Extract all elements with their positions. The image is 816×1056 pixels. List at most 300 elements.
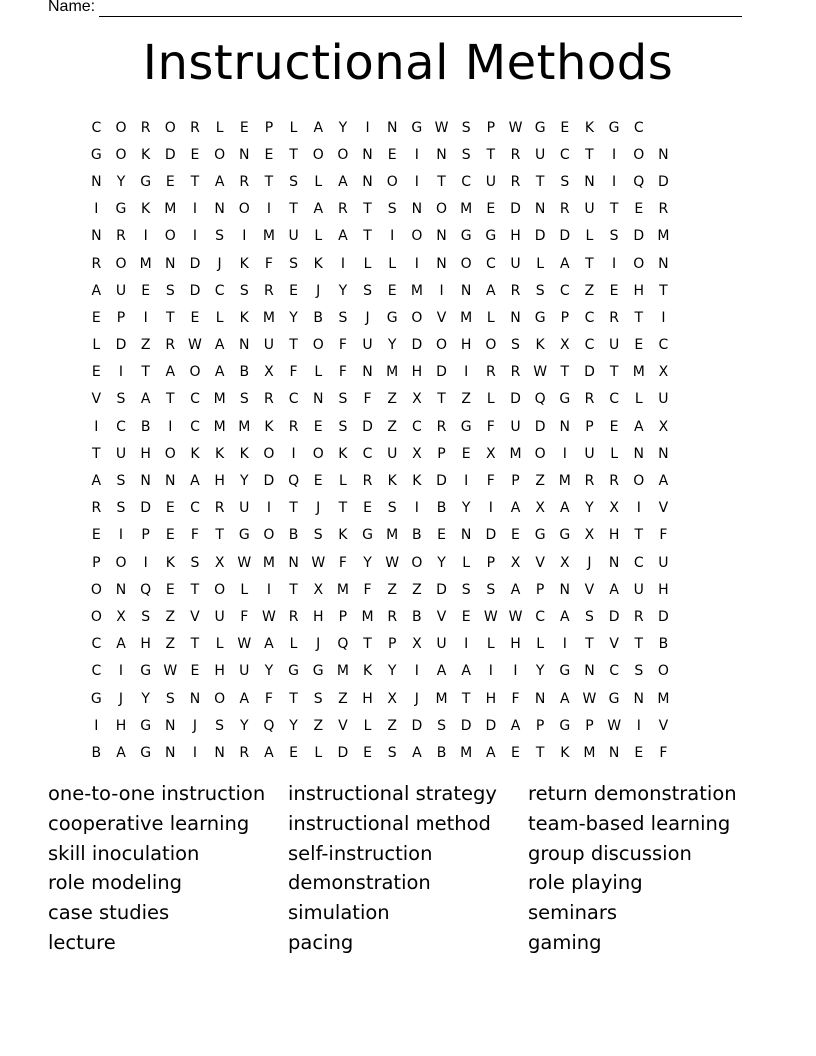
word-list-item: instructional strategy xyxy=(288,782,497,805)
grid-letter: O xyxy=(115,146,127,163)
grid-letter: I xyxy=(266,201,271,218)
grid-letter: R xyxy=(165,337,176,354)
grid-letter: T xyxy=(634,636,644,653)
grid-letter: B xyxy=(436,744,447,761)
grid-letter: R xyxy=(609,473,619,490)
grid-letter: U xyxy=(633,581,644,598)
grid-letter: B xyxy=(412,608,422,625)
grid-letter: V xyxy=(436,309,447,326)
grid-letter: K xyxy=(584,119,595,136)
grid-letter: S xyxy=(387,500,397,517)
grid-letter: K xyxy=(239,309,249,326)
grid-letter: H xyxy=(214,473,225,490)
grid-letter: W xyxy=(607,717,622,734)
grid-letter: L xyxy=(314,744,323,761)
grid-letter: M xyxy=(238,418,251,435)
grid-letter: S xyxy=(437,717,446,734)
grid-letter: N xyxy=(534,690,546,707)
grid-letter: H xyxy=(510,228,521,245)
grid-letter: T xyxy=(289,500,298,517)
grid-letter: T xyxy=(289,146,298,163)
grid-letter: H xyxy=(510,636,521,653)
grid-letter: W xyxy=(262,608,276,625)
grid-letter: Z xyxy=(313,717,324,734)
grid-letter: N xyxy=(436,146,447,163)
grid-letter: D xyxy=(189,282,201,299)
word-list-item: seminars xyxy=(528,901,618,925)
grid-letter: O xyxy=(189,364,201,381)
grid-letter: S xyxy=(215,717,225,734)
grid-letter: R xyxy=(485,364,496,381)
grid-letter: Y xyxy=(239,717,249,734)
grid-letter: N xyxy=(165,473,176,490)
grid-letter: O xyxy=(633,146,645,163)
grid-letter: O xyxy=(214,690,226,707)
grid-letter: N xyxy=(91,228,102,245)
grid-letter: U xyxy=(239,500,250,517)
grid-letter: E xyxy=(91,527,101,544)
grid-letter: S xyxy=(239,282,249,299)
grid-letter: K xyxy=(338,527,348,544)
grid-row xyxy=(84,223,676,250)
grid-letter: E xyxy=(486,201,496,218)
grid-letter: Z xyxy=(338,690,348,707)
grid-letter: C xyxy=(559,146,570,163)
grid-letter: A xyxy=(486,744,496,761)
grid-letter: S xyxy=(461,146,471,163)
grid-letter: S xyxy=(116,473,126,490)
grid-letter: H xyxy=(460,337,472,354)
grid-letter: A xyxy=(140,391,151,408)
grid-letter: L xyxy=(363,255,372,272)
grid-letter: E xyxy=(634,744,644,761)
grid-letter: D xyxy=(337,744,349,761)
grid-letter: P xyxy=(511,473,520,490)
grid-row xyxy=(84,685,676,712)
grid-row xyxy=(84,250,676,277)
grid-letter: A xyxy=(91,282,102,299)
grid-letter: E xyxy=(634,337,644,354)
grid-letter: Z xyxy=(387,717,397,734)
grid-letter: W xyxy=(237,636,252,653)
grid-letter: C xyxy=(609,663,619,680)
grid-letter: H xyxy=(485,690,497,707)
grid-letter: U xyxy=(214,608,225,625)
grid-letter: Y xyxy=(461,500,471,517)
grid-letter: C xyxy=(190,500,200,517)
grid-letter: J xyxy=(414,690,419,707)
grid-letter: S xyxy=(609,228,619,245)
grid-letter: M xyxy=(386,364,399,381)
grid-letter: K xyxy=(387,473,397,490)
grid-letter: F xyxy=(240,608,249,625)
grid-letter: B xyxy=(239,364,250,381)
grid-letter: W xyxy=(237,554,252,571)
grid-letter: G xyxy=(238,527,250,544)
grid-letter: M xyxy=(386,527,399,544)
grid-letter: M xyxy=(336,581,349,598)
grid-letter: S xyxy=(511,337,520,354)
grid-letter: C xyxy=(91,636,102,653)
grid-letter: X xyxy=(486,445,496,462)
grid-letter: M xyxy=(583,744,596,761)
grid-letter: G xyxy=(534,527,546,544)
grid-letter: P xyxy=(585,717,594,734)
word-list-item: role modeling xyxy=(48,871,183,895)
grid-letter: R xyxy=(288,608,299,625)
grid-letter: L xyxy=(536,255,545,272)
grid-letter: G xyxy=(559,717,571,734)
grid-letter: E xyxy=(239,119,249,136)
grid-letter: U xyxy=(485,173,496,190)
grid-letter: T xyxy=(437,173,446,190)
grid-letter: I xyxy=(266,500,271,517)
grid-letter: Y xyxy=(141,690,150,707)
grid-letter: O xyxy=(164,445,176,462)
grid-letter: T xyxy=(634,309,644,326)
grid-letter: C xyxy=(584,309,595,326)
word-list-item: cooperative learning xyxy=(48,811,250,835)
grid-letter: S xyxy=(141,608,151,625)
page-title: Instructional Methods xyxy=(142,35,674,91)
grid-letter: N xyxy=(239,146,250,163)
grid-letter: U xyxy=(510,418,521,435)
grid-letter: P xyxy=(387,636,397,653)
word-list-item: skill inoculation xyxy=(48,841,200,865)
grid-letter: I xyxy=(118,364,124,381)
grid-letter: B xyxy=(91,744,102,761)
grid-letter: E xyxy=(141,282,151,299)
grid-letter: F xyxy=(363,391,372,408)
grid-letter: O xyxy=(214,581,226,598)
grid-letter: W xyxy=(533,364,548,381)
grid-letter: N xyxy=(140,473,151,490)
grid-letter: G xyxy=(288,663,299,680)
grid-letter: W xyxy=(582,690,597,707)
grid-letter: P xyxy=(116,309,126,326)
grid-letter: U xyxy=(362,337,373,354)
grid-letter: D xyxy=(559,228,571,245)
grid-letter: L xyxy=(388,255,397,272)
grid-letter: R xyxy=(658,201,669,218)
grid-letter: U xyxy=(436,636,447,653)
grid-letter: A xyxy=(239,690,250,707)
grid-letter: C xyxy=(485,255,496,272)
grid-letter: D xyxy=(263,473,275,490)
grid-letter: T xyxy=(609,201,619,218)
grid-letter: L xyxy=(363,717,372,734)
grid-letter: G xyxy=(90,690,102,707)
grid-letter: X xyxy=(658,364,669,381)
grid-letter: M xyxy=(139,255,152,272)
grid-letter: A xyxy=(313,201,324,218)
grid-letter: N xyxy=(312,391,324,408)
grid-letter: Y xyxy=(338,282,348,299)
grid-letter: U xyxy=(288,228,299,245)
grid-letter: V xyxy=(436,608,447,625)
grid-letter: A xyxy=(91,473,102,490)
grid-row xyxy=(84,277,676,304)
grid-letter: V xyxy=(91,391,102,408)
grid-letter: N xyxy=(658,146,669,163)
grid-letter: L xyxy=(314,228,323,245)
grid-row xyxy=(84,413,676,440)
grid-letter: I xyxy=(562,636,567,653)
grid-letter: N xyxy=(584,173,595,190)
grid-letter: S xyxy=(535,282,545,299)
grid-letter: N xyxy=(658,255,669,272)
grid-letter: C xyxy=(535,608,546,625)
grid-letter: D xyxy=(584,364,595,381)
grid-letter: N xyxy=(559,581,571,598)
grid-letter: S xyxy=(116,391,126,408)
grid-letter: A xyxy=(116,636,126,653)
grid-letter: J xyxy=(316,500,321,517)
grid-letter: A xyxy=(412,744,422,761)
grid-letter: A xyxy=(116,744,126,761)
grid-letter: M xyxy=(213,418,226,435)
grid-letter: T xyxy=(535,744,545,761)
grid-letter: P xyxy=(486,119,496,136)
grid-letter: S xyxy=(289,173,299,190)
grid-letter: X xyxy=(412,636,422,653)
grid-letter: I xyxy=(464,364,469,381)
grid-letter: K xyxy=(190,445,200,462)
grid-letter: E xyxy=(461,445,471,462)
grid-letter: N xyxy=(386,119,398,136)
grid-letter: U xyxy=(239,663,250,680)
grid-letter: S xyxy=(215,228,225,245)
grid-letter: U xyxy=(608,337,620,354)
grid-letter: K xyxy=(239,255,249,272)
grid-letter: C xyxy=(584,337,595,354)
grid-letter: C xyxy=(633,119,644,136)
word-list-item: simulation xyxy=(288,901,390,925)
grid-letter: F xyxy=(289,364,298,381)
grid-letter: S xyxy=(338,391,348,408)
grid-letter: Y xyxy=(585,500,594,517)
grid-letter: A xyxy=(313,119,324,136)
grid-letter: D xyxy=(436,473,447,490)
grid-letter: W xyxy=(434,119,449,136)
grid-letter: I xyxy=(192,201,198,218)
grid-letter: R xyxy=(436,418,447,435)
grid-letter: E xyxy=(289,744,298,761)
grid-letter: T xyxy=(166,391,175,408)
grid-letter: F xyxy=(338,337,347,354)
grid-letter: R xyxy=(633,608,644,625)
grid-letter: L xyxy=(338,473,347,490)
grid-letter: A xyxy=(658,473,669,490)
grid-letter: E xyxy=(363,744,372,761)
grid-letter: L xyxy=(610,445,619,462)
grid-letter: E xyxy=(289,282,298,299)
grid-letter: W xyxy=(508,119,523,136)
grid-letter: Y xyxy=(289,717,298,734)
grid-row xyxy=(84,631,676,658)
grid-row xyxy=(84,603,676,630)
grid-letter: X xyxy=(535,500,545,517)
grid-letter: E xyxy=(165,527,175,544)
grid-letter: E xyxy=(165,581,175,598)
grid-letter: N xyxy=(214,201,225,218)
grid-letter: N xyxy=(559,418,571,435)
grid-letter: N xyxy=(608,744,620,761)
grid-letter: A xyxy=(214,173,225,190)
grid-letter: Y xyxy=(437,554,446,571)
grid-letter: Q xyxy=(263,717,275,734)
grid-letter: O xyxy=(90,581,102,598)
grid-letter: C xyxy=(288,391,299,408)
grid-letter: I xyxy=(390,228,395,245)
grid-letter: Z xyxy=(387,391,397,408)
grid-letter: R xyxy=(91,500,102,517)
grid-letter: R xyxy=(239,744,250,761)
grid-letter: I xyxy=(340,255,345,272)
grid-letter: L xyxy=(289,119,298,136)
grid-letter: A xyxy=(436,663,447,680)
grid-letter: I xyxy=(94,201,99,218)
grid-letter: A xyxy=(560,608,570,625)
grid-letter: V xyxy=(584,581,595,598)
grid-letter: R xyxy=(387,608,398,625)
grid-letter: F xyxy=(486,418,495,435)
grid-letter: I xyxy=(414,663,419,680)
grid-letter: D xyxy=(534,228,546,245)
grid-letter: V xyxy=(658,500,669,517)
grid-letter: I xyxy=(143,309,148,326)
grid-letter: L xyxy=(289,636,298,653)
grid-letter: G xyxy=(460,228,472,245)
grid-letter: L xyxy=(486,309,495,326)
grid-letter: T xyxy=(585,146,594,163)
grid-row xyxy=(84,196,676,223)
grid-letter: O xyxy=(485,337,497,354)
grid-row xyxy=(84,386,676,413)
grid-letter: A xyxy=(560,255,570,272)
grid-letter: N xyxy=(658,445,669,462)
grid-letter: C xyxy=(609,391,619,408)
grid-letter: A xyxy=(165,364,176,381)
grid-letter: D xyxy=(115,337,127,354)
grid-letter: A xyxy=(510,500,521,517)
grid-letter: M xyxy=(164,201,177,218)
grid-letter: X xyxy=(560,337,570,354)
grid-letter: Y xyxy=(363,554,372,571)
grid-letter: D xyxy=(460,717,472,734)
grid-letter: D xyxy=(534,418,546,435)
word-list-item: group discussion xyxy=(528,841,692,865)
grid-letter: K xyxy=(165,554,175,571)
grid-letter: A xyxy=(264,636,274,653)
grid-letter: R xyxy=(214,500,225,517)
grid-letter: Y xyxy=(387,337,397,354)
grid-letter: E xyxy=(190,309,200,326)
grid-letter: Z xyxy=(412,581,422,598)
grid-letter: L xyxy=(92,337,101,354)
grid-letter: Y xyxy=(289,309,298,326)
word-list-item: gaming xyxy=(528,930,602,954)
grid-letter: D xyxy=(485,717,497,734)
grid-letter: N xyxy=(189,690,201,707)
grid-letter: T xyxy=(363,636,372,653)
grid-letter: N xyxy=(91,173,102,190)
grid-letter: T xyxy=(264,173,274,190)
grid-row xyxy=(84,141,676,168)
grid-letter: F xyxy=(659,527,668,544)
grid-letter: Y xyxy=(116,173,126,190)
grid-letter: T xyxy=(289,690,298,707)
grid-letter: H xyxy=(362,690,373,707)
grid-letter: Z xyxy=(535,473,545,490)
grid-letter: A xyxy=(633,418,644,435)
grid-letter: S xyxy=(313,690,323,707)
grid-letter: E xyxy=(91,364,101,381)
grid-letter: U xyxy=(584,445,595,462)
grid-letter: O xyxy=(411,554,423,571)
grid-letter: D xyxy=(164,146,176,163)
grid-letter: C xyxy=(91,119,102,136)
grid-letter: R xyxy=(264,282,274,299)
grid-letter: L xyxy=(462,554,471,571)
grid-letter: R xyxy=(338,201,348,218)
grid-letter: L xyxy=(486,391,495,408)
word-list-item: lecture xyxy=(48,930,116,954)
grid-letter: U xyxy=(387,445,398,462)
grid-row xyxy=(84,549,676,576)
grid-row xyxy=(84,440,676,467)
grid-letter: T xyxy=(338,500,348,517)
grid-letter: N xyxy=(436,228,447,245)
grid-letter: S xyxy=(486,581,496,598)
grid-letter: P xyxy=(585,418,594,435)
grid-letter: O xyxy=(411,228,423,245)
grid-letter: N xyxy=(460,527,472,544)
grid-letter: T xyxy=(437,391,446,408)
grid-letter: O xyxy=(115,255,127,272)
grid-letter: I xyxy=(636,500,641,517)
grid-letter: G xyxy=(485,228,497,245)
grid-letter: I xyxy=(192,744,198,761)
grid-letter: A xyxy=(510,581,521,598)
grid-letter: H xyxy=(608,527,620,544)
grid-letter: D xyxy=(658,173,669,190)
grid-letter: E xyxy=(560,119,570,136)
grid-letter: G xyxy=(534,309,546,326)
grid-letter: G xyxy=(362,527,373,544)
grid-row xyxy=(84,168,676,195)
grid-letter: R xyxy=(140,119,151,136)
grid-letter: P xyxy=(338,608,348,625)
grid-letter: C xyxy=(362,445,373,462)
grid-letter: K xyxy=(412,473,422,490)
grid-letter: U xyxy=(658,554,669,571)
grid-letter: H xyxy=(658,581,669,598)
grid-letter: E xyxy=(165,173,175,190)
grid-letter: Z xyxy=(387,418,397,435)
grid-row xyxy=(84,522,676,549)
grid-letter: Y xyxy=(264,663,274,680)
grid-letter: I xyxy=(291,445,296,462)
grid-letter: N xyxy=(165,717,176,734)
grid-letter: S xyxy=(634,663,644,680)
grid-letter: P xyxy=(560,309,570,326)
grid-letter: U xyxy=(658,391,669,408)
grid-letter: L xyxy=(314,364,323,381)
grid-letter: W xyxy=(163,663,178,680)
grid-letter: O xyxy=(633,473,645,490)
grid-letter: F xyxy=(659,744,668,761)
